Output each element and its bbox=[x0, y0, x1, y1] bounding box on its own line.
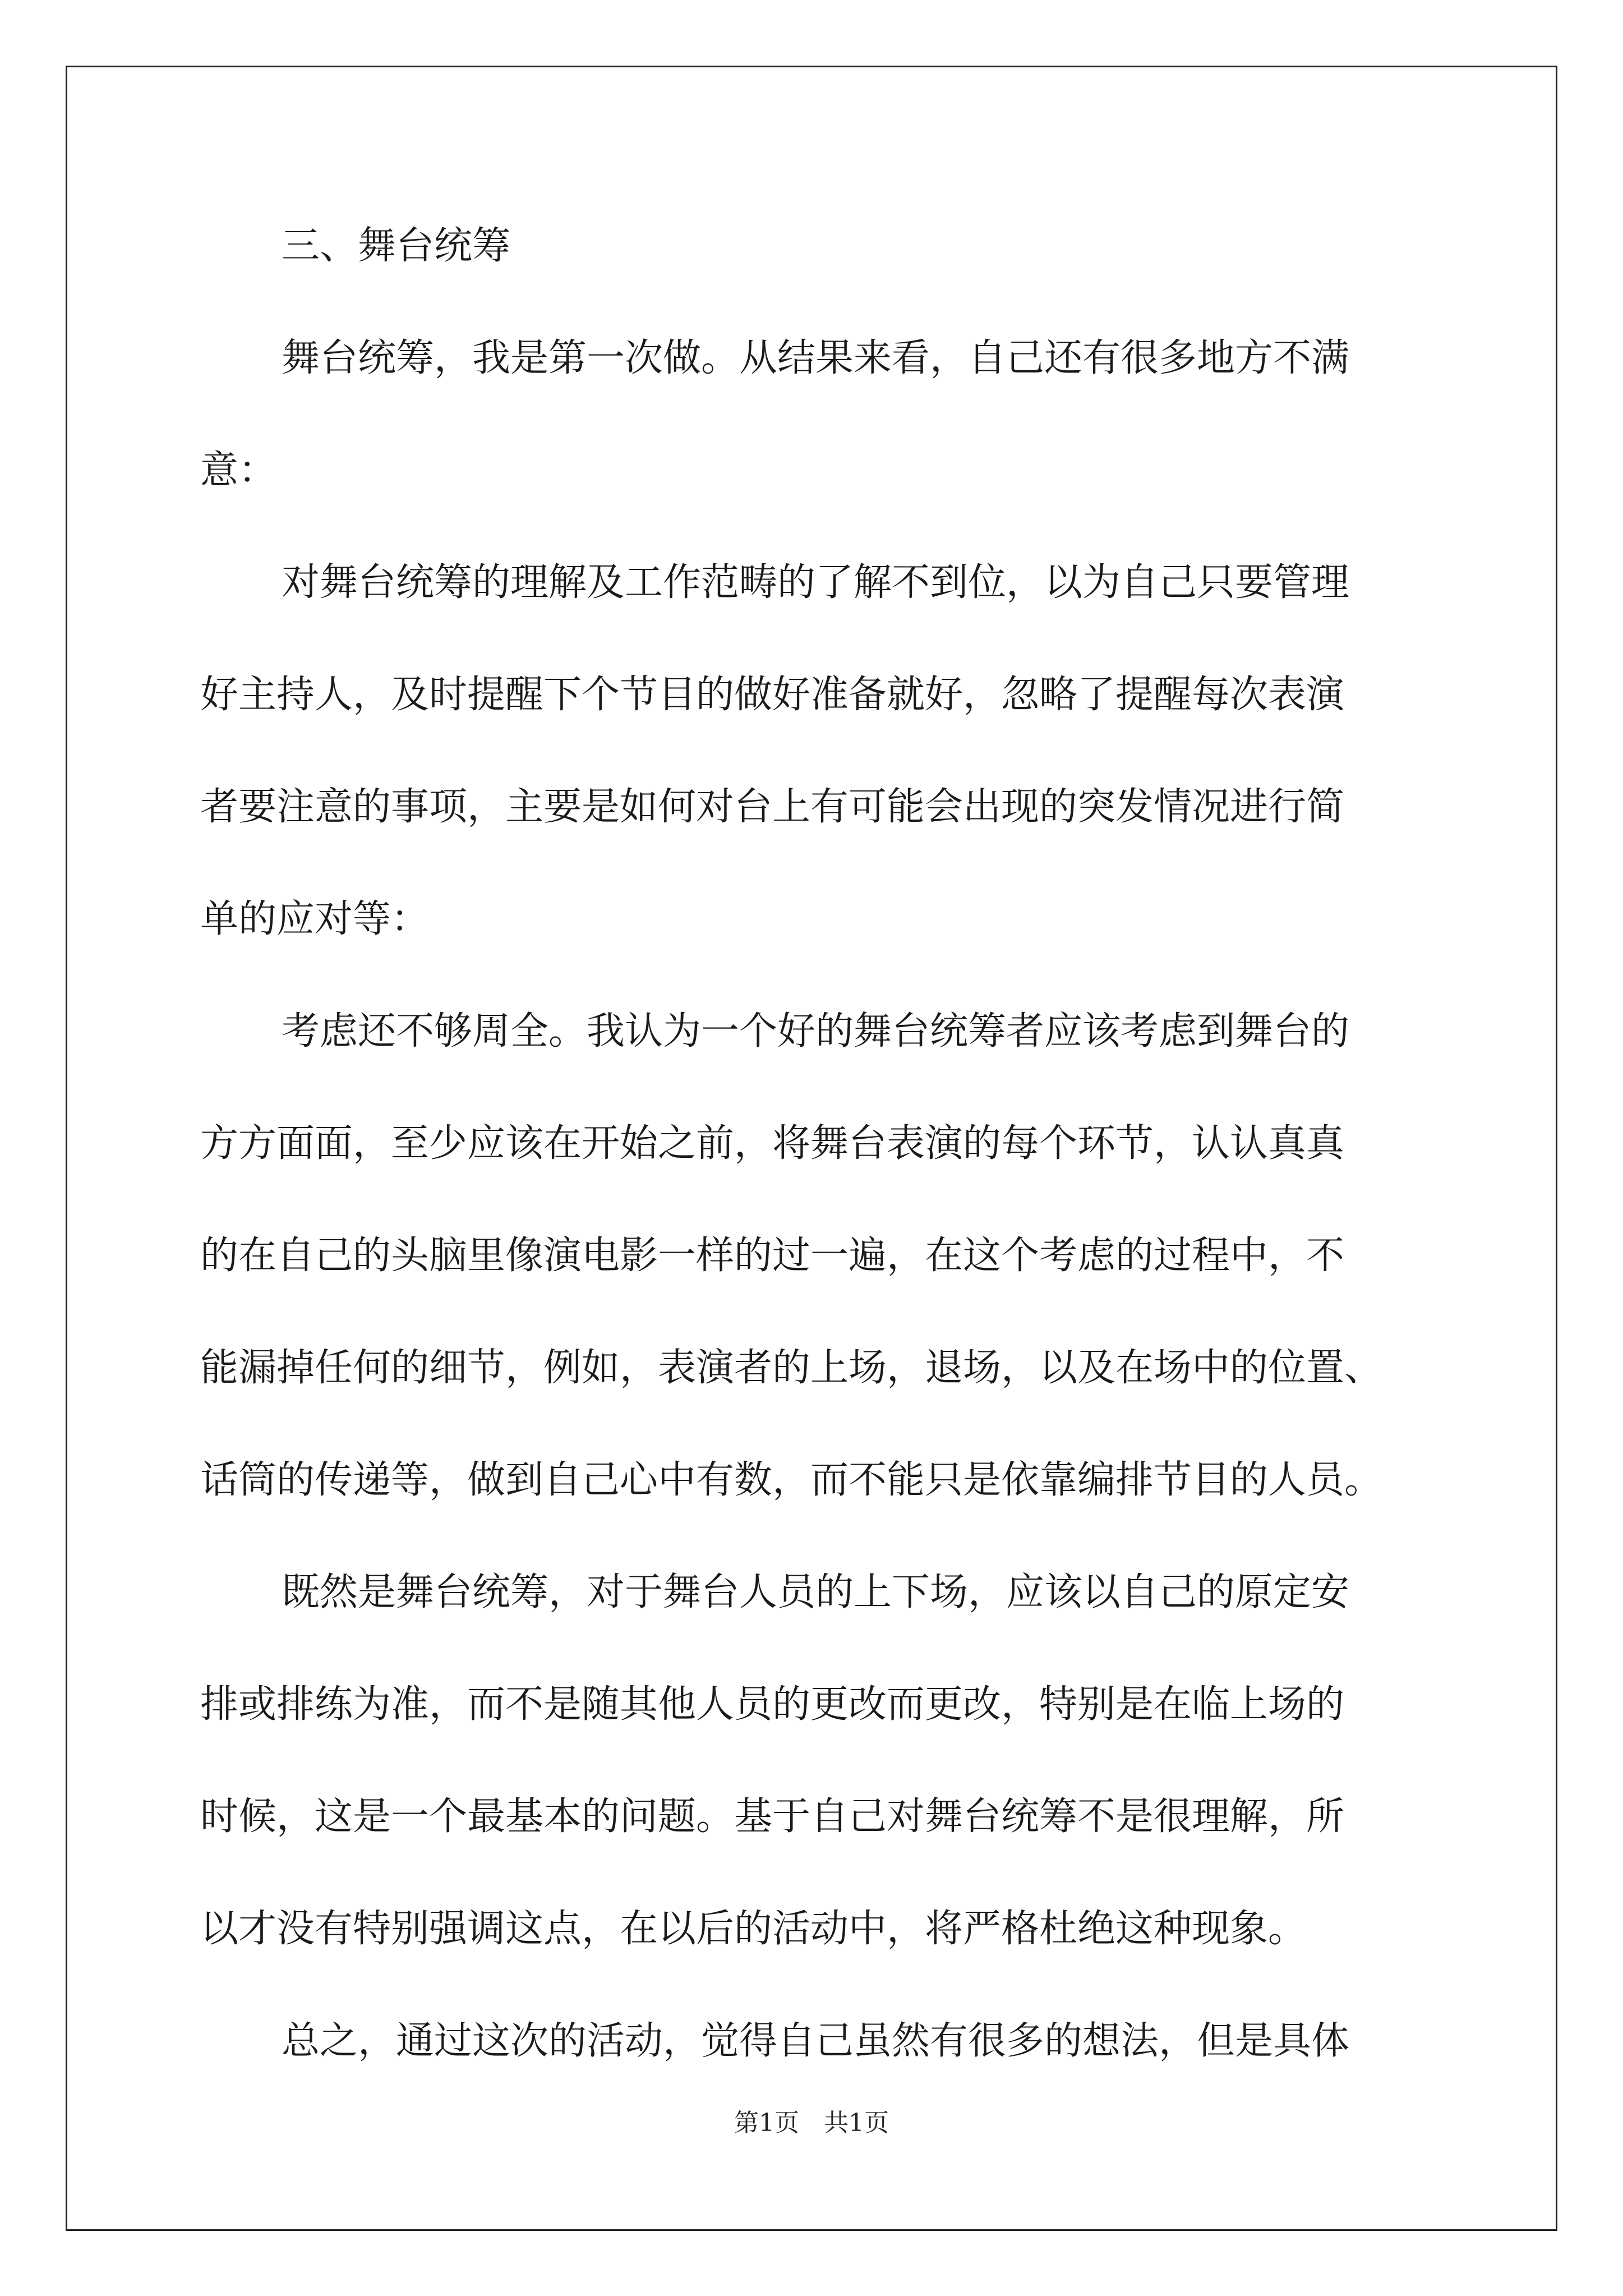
paragraph-line: 单的应对等： bbox=[200, 897, 430, 941]
paragraph-line: 对舞台统筹的理解及工作范畴的了解不到位，以为自己只要管理 bbox=[282, 560, 1350, 605]
page-footer: 第1页 共1页 bbox=[734, 2109, 889, 2137]
paragraph-line: 时候，这是一个最基本的问题。基于自己对舞台统筹不是很理解，所 bbox=[200, 1795, 1345, 1839]
paragraph-line: 排或排练为准，而不是随其他人员的更改而更改，特别是在临上场的 bbox=[200, 1682, 1345, 1727]
paragraph-line: 方方面面，至少应该在开始之前，将舞台表演的每个环节，认认真真 bbox=[200, 1121, 1345, 1166]
paragraph-line: 者要注意的事项，主要是如何对台上有可能会出现的突发情况进行简 bbox=[200, 785, 1345, 829]
paragraph-line: 意： bbox=[200, 448, 277, 493]
paragraph-line: 话筒的传递等，做到自己心中有数，而不能只是依靠编排节目的人员。 bbox=[200, 1458, 1383, 1502]
paragraph-line: 既然是舞台统筹，对于舞台人员的上下场，应该以自己的原定安 bbox=[282, 1570, 1350, 1614]
paragraph-line: 好主持人，及时提醒下个节目的做好准备就好，忽略了提醒每次表演 bbox=[200, 673, 1345, 717]
paragraph-line: 的在自己的头脑里像演电影一样的过一遍，在这个考虑的过程中，不 bbox=[200, 1234, 1345, 1278]
paragraph-line: 以才没有特别强调这点，在以后的活动中，将严格杜绝这种现象。 bbox=[200, 1907, 1307, 1951]
paragraph-line: 总之，通过这次的活动，觉得自己虽然有很多的想法，但是具体 bbox=[282, 2019, 1350, 2063]
paragraph-line: 能漏掉任何的细节，例如，表演者的上场，退场，以及在场中的位置、 bbox=[200, 1346, 1383, 1390]
paragraph-line: 舞台统筹，我是第一次做。从结果来看，自己还有很多地方不满 bbox=[282, 336, 1350, 380]
paragraph-line: 考虑还不够周全。我认为一个好的舞台统筹者应该考虑到舞台的 bbox=[282, 1009, 1350, 1053]
section-heading: 三、舞台统筹 bbox=[282, 224, 511, 268]
